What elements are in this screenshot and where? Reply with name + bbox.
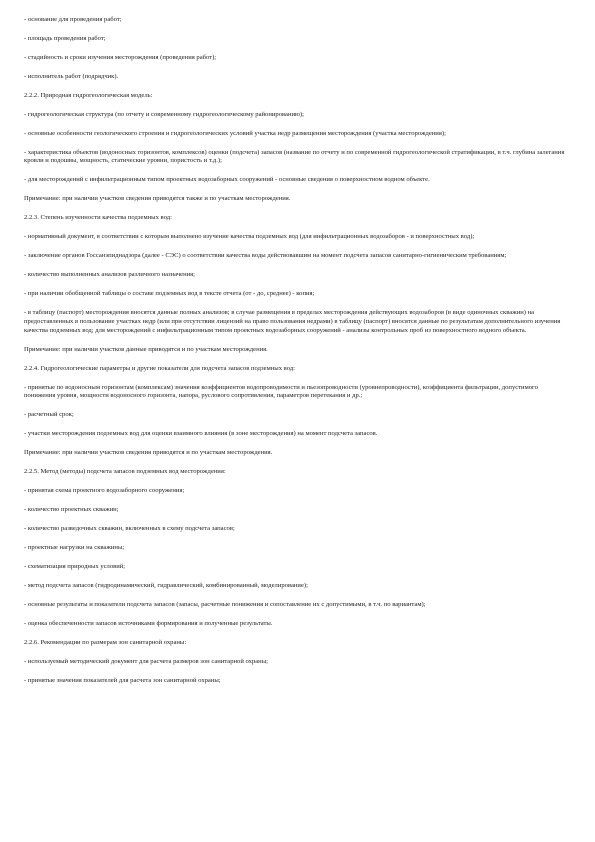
paragraph: - характеристика объектов (водоносных горизонтов, комплексов) оценки (подсчета) запасов (название по отчету и по современной гидрогеологической стратификации, в т.ч. глубина залегания кровли и подошвы, мощность, статические уровни, пористость и т.д.); [24,148,565,165]
section-heading: 2.2.3. Степень изученности качества подземных вод: [24,214,172,222]
paragraph: - основные результаты и показатели подсчета запасов (запасы, расчетные понижения и сопоставление их с допустимыми, в т.ч. по вариантам); [24,600,426,608]
paragraph: - принятые по водоносным горизонтам (комплексам) значения коэффициентов водопроводимости и пьезопроводности (уровнепроводности), коэффициента фильтрации, допустимого понижения уровня, мощности водоносного горизонта, напора, руслового сопротивления, параметров перетекания и др.; [24,383,538,400]
paragraph: - количество разведочных скважин, включенных в схему подсчета запасов; [24,524,235,532]
paragraph: - проектные нагрузки на скважины; [24,543,125,551]
paragraph: - основание для проведения работ; [24,16,122,23]
note: Примечание: при наличии участков сведения приводятся и по участкам месторождения. [24,449,273,457]
paragraph: - принятые значения показателей для расчета зон санитарной охраны; [24,676,221,684]
paragraph: - при наличии обобщенной таблицы о составе подземных вод в тексте отчета (от - до, среднее) - копия; [24,290,315,298]
paragraph: - в таблицу (паспорт) месторождения вносятся данные полных анализов; в случае размещения в пределах месторождения действующих водозаборов (в виде одиночных скважин) на предоставленных в пользование участках недр (или при отсутствии лицензий на право пользования недрами) в таблицу (паспорт) вносятся данные по результатам дополнительного изучения качества подземных вод; для месторождений с инфильтрационным типом проектных водозаборных сооружений - анализы контрольных проб из поверхностного водного объекта. [24,309,561,334]
note: Примечание: при наличии участков данные приводятся и по участкам месторождения. [24,345,268,353]
paragraph: - гидрогеологическая структура (по отчету и современному гидрогеологическому районированию); [24,110,304,118]
paragraph: - заключение органов Госсанэпиднадзора (далее - СЭС) о соответствии качества воды действовавшим на момент подсчета запасов санитарно-гигиеническим требованиям; [24,252,507,260]
paragraph: - схематизация природных условий; [24,562,126,570]
paragraph: - площадь проведения работ; [24,34,106,42]
paragraph: - стадийность и сроки изучения месторождения (проведения работ); [24,53,217,61]
paragraph: - метод подсчета запасов (гидродинамический, гидравлический, комбинированный, моделирование); [24,581,308,589]
paragraph: - расчетный срок; [24,411,74,419]
paragraph: - для месторождений с инфильтрационным типом проектных водозаборных сооружений - основные сведения о поверхностном водном объекте. [24,176,430,184]
section-heading: 2.2.6. Рекомендации по размерам зон санитарной охраны: [24,638,187,646]
section-heading: 2.2.4. Гидрогеологические параметры и другие показатели для подсчета запасов подземных вод: [24,364,296,372]
paragraph: - количество выполненных анализов различного назначения; [24,271,196,279]
paragraph: - принятая схема проектного водозаборного сооружения; [24,487,185,495]
paragraph: - нормативный документ, в соответствии с которым выполнено изучение качества подземных вод (для инфильтрационных водозаборов - и поверхностных вод); [24,233,475,241]
paragraph: - оценка обеспеченности запасов источниками формирования и полученные результаты. [24,619,273,627]
section-heading: 2.2.2. Природная гидрогеологическая модель: [24,91,153,99]
paragraph: - используемый методический документ для расчета размеров зон санитарной охраны; [24,657,268,665]
paragraph: - количество проектных скважин; [24,506,119,513]
section-heading: 2.2.5. Метод (методы) подсчета запасов подземных вод месторождения: [24,468,226,476]
paragraph: - основные особенности геологического строения и гидрогеологических условий участка недр размещения месторождения (участка месторождения); [24,129,446,137]
paragraph: - участки месторождения подземных вод для оценки взаимного влияния (в зоне месторождения) на момент подсчета запасов. [24,430,378,438]
paragraph: - исполнитель работ (подрядчик). [24,72,119,80]
note: Примечание: при наличии участков сведения приводятся также и по участкам месторождения. [24,195,291,203]
